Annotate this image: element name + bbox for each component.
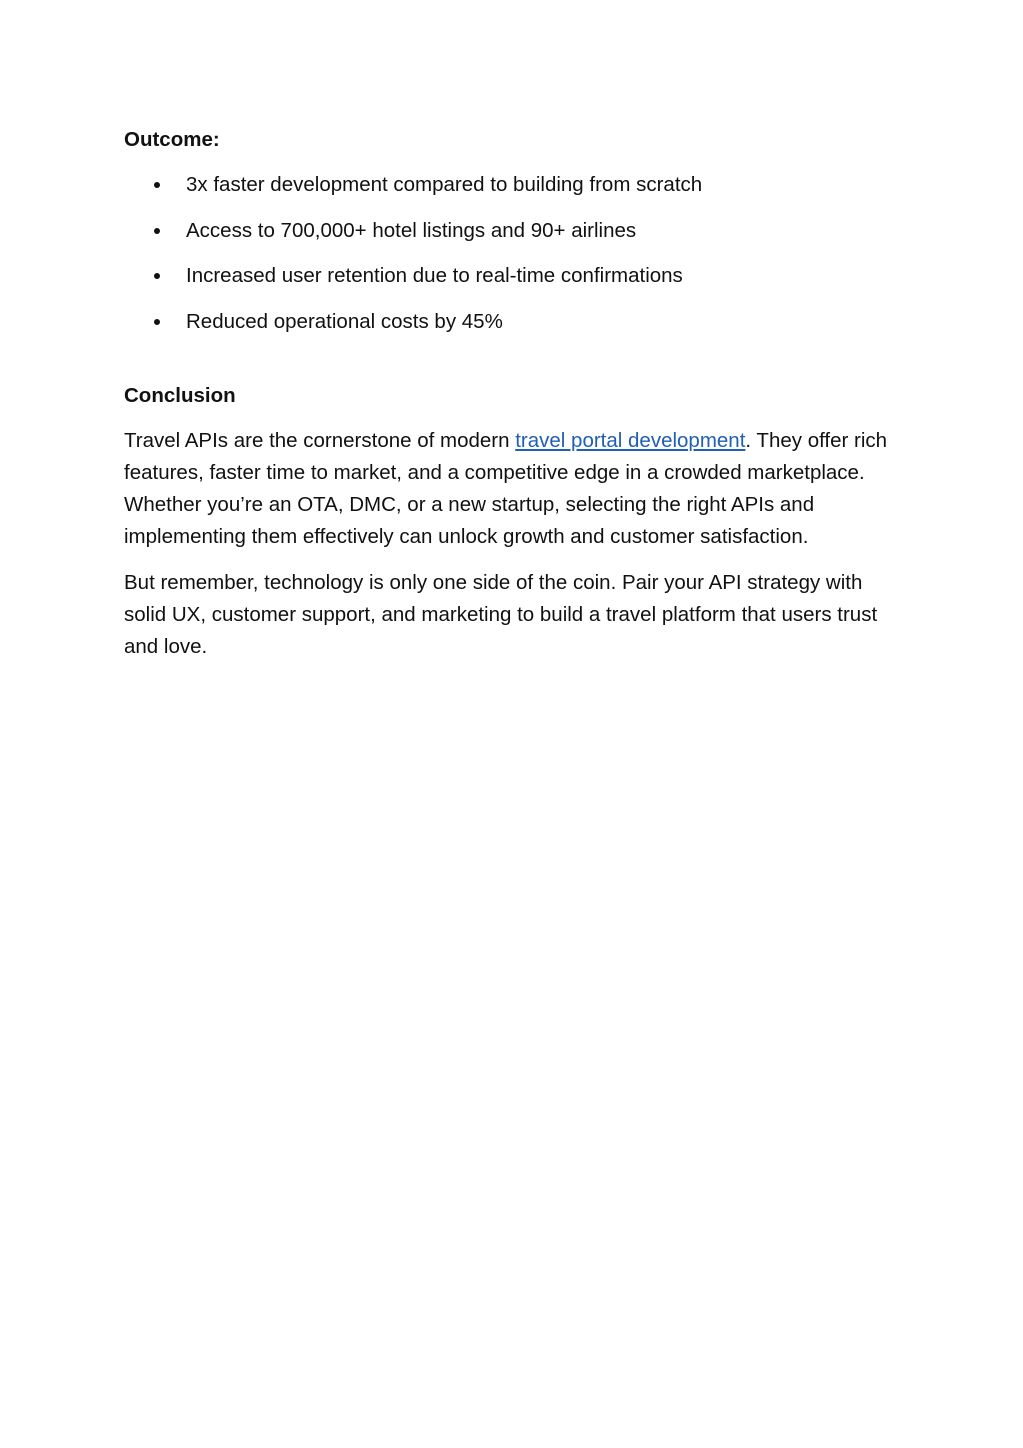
list-item bbox=[124, 260, 894, 292]
paragraph-text: . They offer rich features, faster time to market, and a competitive edge in a crowded marketplace. Whether you’re an OTA, DMC, or a new startup, selecting the right APIs and implementing them effectively can unlock growth and customer satisfaction. bbox=[124, 428, 888, 548]
bullet-icon bbox=[154, 182, 160, 188]
list-item bbox=[124, 215, 894, 247]
conclusion-heading: Conclusion bbox=[124, 383, 236, 407]
bullet-icon bbox=[154, 228, 160, 234]
bullet-icon bbox=[154, 319, 160, 325]
travel-portal-development-link[interactable]: travel portal development bbox=[515, 428, 746, 452]
document-body bbox=[124, 124, 894, 677]
outcome-list bbox=[124, 169, 894, 338]
conclusion-paragraph-2: But remember, technology is only one side of the coin. Pair your API strategy with solid UX, customer support, and marketing to build a travel platform that users trust and love. bbox=[124, 570, 878, 658]
list-item bbox=[124, 306, 894, 338]
bullet-icon bbox=[154, 273, 160, 279]
list-item-text: Increased user retention due to real-time confirmations bbox=[186, 264, 683, 287]
conclusion-paragraph-1 bbox=[124, 425, 894, 553]
list-item-text: 3x faster development compared to building from scratch bbox=[186, 173, 703, 196]
list-item-text: Access to 700,000+ hotel listings and 90+ airlines bbox=[186, 218, 637, 242]
list-item bbox=[124, 169, 894, 201]
paragraph-text: Travel APIs are the cornerstone of modern bbox=[124, 428, 516, 452]
outcome-heading: Outcome: bbox=[124, 128, 220, 151]
list-item-text: Reduced operational costs by 45% bbox=[186, 309, 503, 333]
